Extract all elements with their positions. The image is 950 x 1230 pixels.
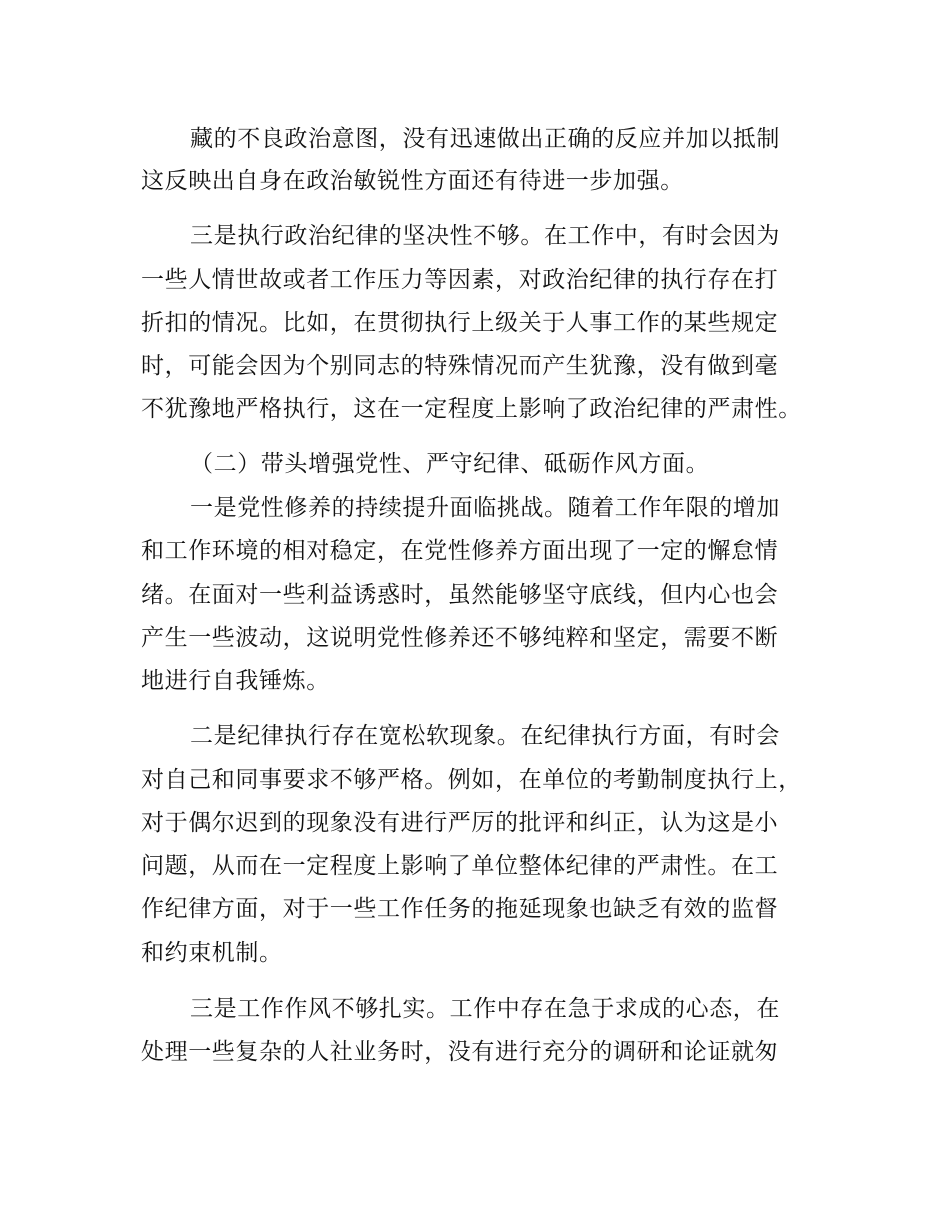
text-line: 三是执行政治纪律的坚决性不够。在工作中，有时会因为 (190, 223, 780, 249)
text-line: 产生一些波动，这说明党性修养还不够纯粹和坚定，需要不断 (141, 625, 779, 651)
text-line: 一是党性修养的持续提升面临挑战。随着工作年限的增加 (190, 495, 780, 521)
text-line: 一些人情世故或者工作压力等因素，对政治纪律的执行存在打 (141, 267, 779, 293)
text-line: 和工作环境的相对稳定，在党性修养方面出现了一定的懈怠情 (141, 538, 779, 564)
text-line: 藏的不良政治意图，没有迅速做出正确的反应并加以抵制 (190, 126, 780, 152)
text-line: 处理一些复杂的人社业务时，没有进行充分的调研和论证就匆 (141, 1039, 779, 1065)
text-line: 三是工作作风不够扎实。工作中存在急于求成的心态，在 (190, 996, 780, 1022)
text-line: 这反映出自身在政治敏锐性方面还有待进一步加强。 (141, 168, 684, 194)
text-line: 折扣的情况。比如，在贯彻执行上级关于人事工作的某些规定 (141, 310, 779, 336)
text-line: 时，可能会因为个别同志的特殊情况而产生犹豫，没有做到毫 (141, 353, 779, 379)
text-line: 问题，从而在一定程度上影响了单位整体纪律的严肃性。在工 (141, 853, 779, 879)
text-line: 地进行自我锤炼。 (141, 668, 330, 694)
text-line: 绪。在面对一些利益诱惑时，虽然能够坚守底线，但内心也会 (141, 582, 779, 608)
text-line: 对自己和同事要求不够严格。例如，在单位的考勤制度执行上， (141, 767, 802, 793)
text-line: 对于偶尔迟到的现象没有进行严厉的批评和纠正，认为这是小 (141, 810, 779, 836)
text-line: 作纪律方面，对于一些工作任务的拖延现象也缺乏有效的监督 (141, 896, 779, 922)
text-line: 和约束机制。 (141, 940, 283, 966)
text-line: 不犹豫地严格执行，这在一定程度上影响了政治纪律的严肃性。 (141, 396, 802, 422)
section-heading: （二）带头增强党性、严守纪律、砥砺作风方面。 (190, 451, 710, 477)
text-line: 二是纪律执行存在宽松软现象。在纪律执行方面，有时会 (190, 723, 780, 749)
